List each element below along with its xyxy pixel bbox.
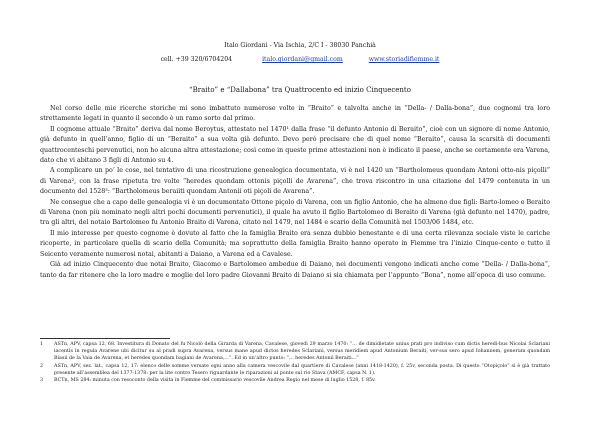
footnote-text: ASTn, APV, capsa 12, 68. Investitura di Donato del fu Nicolò della Girarda di Varena, Cavalese, giovedì 29 marzo 1470: “... de dimidietate unius prati pro indiviso cum dictis heredi-bus Nicolai Sclariani iacentis in regula Avarene ubi dicitur su al pradi supra Avarena, versus mane apud dictos heredes Sclariani, versus meridiem apud Antonium Beraiti, ver-sus sero apud Iohannem, generum quondam Biasii de la Vaia de Avarena, et heredes quondam bagiani de Avarena,...”. Ed in un’altro punto: “... heredes Antonii Beraiti...” [54,342,550,362]
body-paragraph: Il mio interesse per questo cognome è dovuto al fatto che la famiglia Braito era senza dubbio benestante e di una certa rilevanza sociale viste le cariche ricoperte, in particolare quella di scario della Comunità; ma soprattutto della famiglia Braito hanno operato in Fiemme tra l’inizio Cinque-cento e tutto il Seicento veramente numerosi notai, abitanti a Daiano, a Varena ed a Cavalese. [40,229,550,258]
footnote [40,363,550,377]
footnotes [40,341,550,384]
body-paragraph: Il cognome attuale “Braito” deriva dal nome Beroytus, attestato nel 1470¹ dalla frase “il defunto Antonio di Beraito”, cioè con un signore di nome Antonio, già defunto in quell’anno, figlio di un “Beraito” a sua volta già defunto. Devo però precisare che di quel nome “Beraito”, causa la scarsità di documenti quattrocenteschi pervenutici, non ho alcuna altra attestazione; così come in queste prime attestazioni non è indicato il paese, anche se certamente era Varena, dato che vi abitano 3 figli di Antonio su 4. [40,125,550,165]
footnote [40,341,550,363]
body-paragraph: Nel corso delle mie ricerche storiche mi sono imbattuto numerose volte in “Braito” e talvolta anche in “Della- / Dalla-bona”, due cognomi tra loro strettamente legati in quanto il secondo è un ramo sorto dal primo. [40,105,550,123]
footnote-divider [40,338,170,339]
footnote [40,377,550,384]
footnote-text: ASTn, APV, sez. lat., capsa 12, 17: elenco delle somme versate ogni anno alla camera vescovile dal quartiere di Cavalese (anni 1418-1420), f. 25v, seconda posta. Di questo “Otopiçolo” si è già trattato presente all’assemblea del 1377-1378: per la lite contro Tesero riguardante le riparazioni al ponte sul rio Stava (AMCF, capsa N. 1). [54,363,550,376]
website-link[interactable]: www.storiadifiemme.it [368,56,440,63]
body-paragraph: A complicare un po’ le cose, nel tentativo di una ricostruzione genealogica documentata, vi è nel 1420 un “Bartholomeus quondam Antoni otto-nis piçolli” di Varena², con la frase ripetuta tre volte “heredes quondam ottonis piçolli de Avarena”, che trova riscontro in una citazione del 1479 contenuta in un documento del 1528³: “Bartholomeus beraiiti quondam Antonii oti piçoli de Avarena”. [40,167,550,196]
letterhead-address: Italo Giordani - Via Ischia, 2/C I - 38030 Panchià [224,42,376,49]
footnote-number: 1 [40,342,44,347]
letterhead-phone: cell. +39 320/6704204 [160,56,233,63]
body-paragraph: Ne consegue che a capo delle genealogia vi è un documentato Ottone piçolo di Varena, con un figlio Antonio, che ha almeno due figli: Barto-lomeo e Beraito di Varena (non più nominato negli altri pochi documenti pervenutici), il quale ha avuto il figlio Bartolomeo di Beraito di Varena (già defunto nel 1470), padre, tra gli altri, del notaio Bartolomeo fu Antonio Braito di Varena, citato nel 1479, nel 1484 e scario della Comunità nel 1503/06 1484, etc. [40,198,550,227]
body-paragraph: Già ad inizio Cinquecento due notai Braito, Giacomo e Bartolomeo ambedue di Daiano, nei documenti vengono indicati anche come “Della- / Dalla-bona”, tanto da far ritenere che la loro madre e moglie del loro padre Giovanni Braito di Daiano si sia chiamata per l’appunto “Bona”, nome all’epoca di uso comune. [40,261,550,279]
footnote-text: BCTn, MS 284: minuta con resoconto della visita in Fiemme del commissario vescovile Andrea Regio nel mese di luglio 1528, f. 85v. [54,378,376,384]
document-body [40,104,550,281]
footnote-number: 3 [40,378,44,384]
letterhead-contacts [0,56,600,64]
document-title: “Braito” e “Dallabona” tra Quattrocento ed inizio Cinquecento [189,86,411,94]
email-link[interactable]: italo.giordani@gmail.com [262,56,343,63]
footnote-number: 2 [40,363,44,369]
